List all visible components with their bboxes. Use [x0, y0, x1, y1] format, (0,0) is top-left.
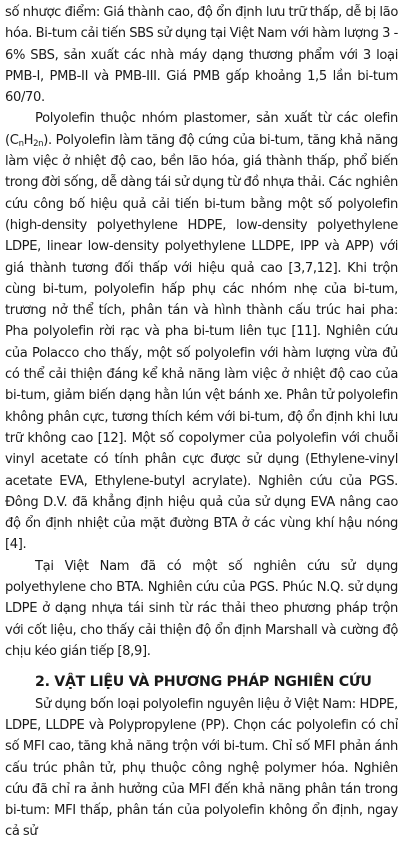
- formula-subscript-n: n: [18, 138, 24, 149]
- paragraph-materials: Sử dụng bốn loại polyolefin nguyên liệu ở Việt Nam: HDPE, LDPE, LLDPE và Polypropylene (PP). Chọn các polyolefin có chỉ số MFI cao, tăng khả năng trộn với bi-tum. Chỉ số MFI phản ánh cấu trúc phân tử, phụ thuộc công nghệ polymer hóa. Nghiên cứu đã chỉ ra ảnh hưởng của MFI đến khả năng phân tán trong bi-tum: MFI thấp, phân tán của polyolefin không ổn định, ngay cả sử: [5, 696, 398, 840]
- paragraph-vietnam-research: Tại Việt Nam đã có một số nghiên cứu sử dụng polyethylene cho BTA. Nghiên cứu của PGS. Phúc N.Q. sử dụng LDPE ở dạng nhựa tái sinh từ rác thải theo phương pháp trộn với cốt liệu, cho thấy cải thiện độ ổn định Marshall và cường độ chịu kéo gián tiếp [8,9].: [5, 558, 398, 659]
- formula-subscript-2n: 2n: [33, 138, 44, 149]
- paragraph-polyolefin-text-rest: ). Polyolefin làm tăng độ cứng của bi-tum, tăng khả năng làm việc ở nhiệt độ cao, bền lão hóa, giá thành thấp, phổ biến trong đời sống, dễ dàng tái sử dụng từ đồ nhựa thải. Các nghiên cứu công bố hiệu quả cải tiến bi-tum bằng một số polyolefin (high-density polyethylene HDPE, low-density polyethylene LDPE, linear low-density polyethylene LLDPE, IPP và APP) với giá thành tương đối thấp với hiệu quả cao [3,7,12]. Khi trộn cùng bi-tum, polyolefin hấp phụ các nhóm nhẹ của bi-tum, trương nở thể tích, phân tán và hình thành cấu trúc hai pha: Pha polyolefin rời rạc và pha bi-tum liên tục [11]. Nghiên cứu của Polacco cho thấy, một số polyolefin với hàm lượng vừa đủ có thể cải thiện đáng kể khả năng làm việc ở nhiệt độ cao của bi-tum, giảm biến dạng hằn lún vệt bánh xe. Phân tử polyolefin không phân cực, tương thích kém với bi-tum, độ ổn định khi lưu trữ không cao [12]. Một số copolymer của polyolefin với chuỗi vinyl acetate có tính phân cực được sử dụng (Ethylene-vinyl acetate EVA, Ethylene-butyl acrylate). Nghiên cứu của PGS. Đông D.V. đã khẳng định hiệu quả của sử dụng EVA nâng cao độ ổn định nhiệt của mặt đường BTA ở các vùng khí hậu nóng [4].: [5, 132, 398, 553]
- formula-hydrogen: H: [23, 132, 34, 148]
- paragraph-sbs-drawbacks: số nhược điểm: Giá thành cao, độ ổn định lưu trữ thấp, dễ bị lão hóa. Bi-tum cải tiến SBS sử dụng tại Việt Nam với hàm lượng 3 - 6% SBS, sản xuất các nhà máy dạng thương phẩm với 3 loại PMB-I, PMB-II và PMB-III. Giá PMB gấp khoảng 1,5 lần bi-tum 60/70.: [5, 5, 398, 106]
- paragraph-polyolefin-text-start: Polyolefin thuộc nhóm plastomer, sản xuất từ các olefin (C: [5, 111, 398, 148]
- paragraph-polyolefin: [5, 108, 398, 555]
- section-heading-materials-methods: 2. VẬT LIỆU VÀ PHƯƠNG PHÁP NGHIÊN CỨU: [35, 674, 372, 691]
